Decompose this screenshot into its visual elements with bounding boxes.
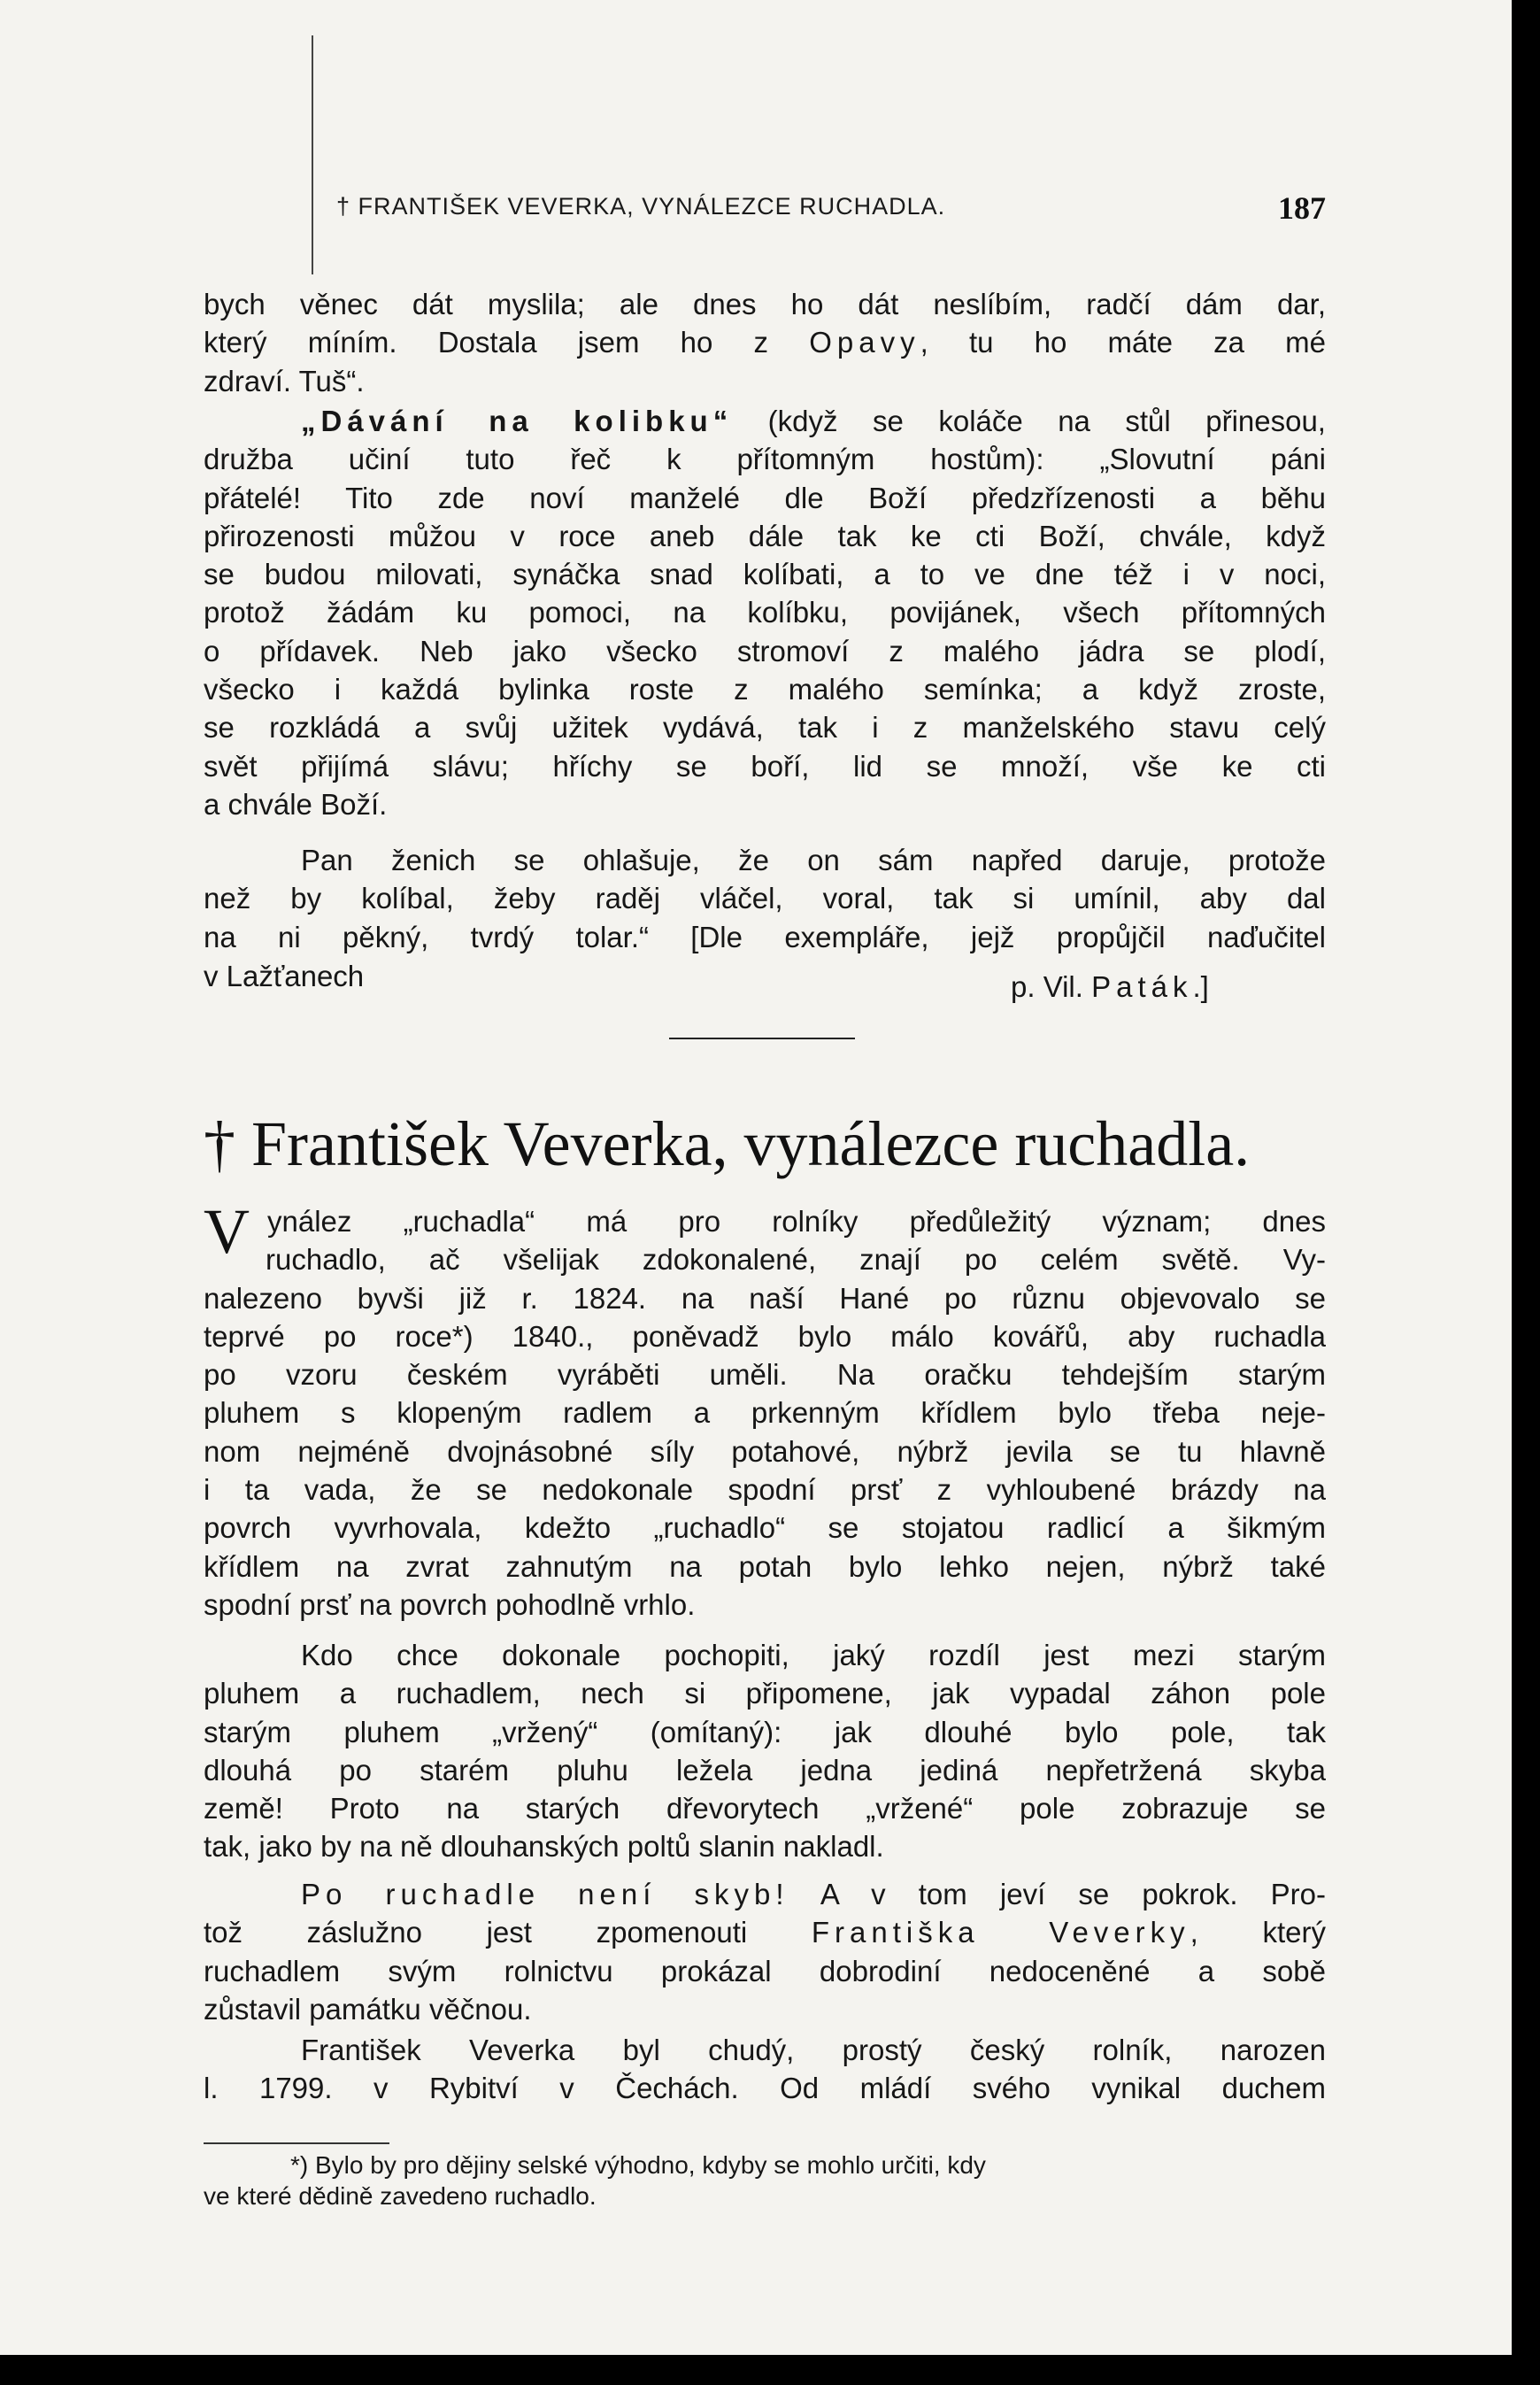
- text-line: všecko i každá bylinka roste z malého semínka; a když zroste,: [204, 673, 1326, 706]
- article-title: † František Veverka, vynálezce ruchadla.: [204, 1108, 1251, 1179]
- person-name-spaced: Františka Veverky: [811, 1916, 1190, 1949]
- article-paragraph-3: [204, 1875, 1326, 2028]
- text-line: povrch vyvrhovala, kdežto „ruchadlo“ se stojatou radlicí a šikmým: [204, 1511, 1326, 1545]
- text-line: se rozkládá a svůj užitek vydává, tak i z manželského stavu celý: [204, 711, 1326, 745]
- text-line: ruchadlem svým rolnictvu prokázal dobrodiní nedoceněné a sobě: [204, 1954, 1326, 1988]
- text-line: [204, 323, 1326, 361]
- drop-capital: V: [204, 1196, 250, 1267]
- text-line: na ni pěkný, tvrdý tolar.“ [Dle exempláře, jejž propůjčil naďučitel: [204, 920, 1326, 953]
- place-name-spaced: Opavy: [809, 326, 920, 359]
- text-line: Pan ženich se ohlašuje, že on sám napřed daruje, protože: [301, 844, 1326, 876]
- text-line: země! Proto na starých dřevorytech „vržené“ pole zobrazuje se: [204, 1792, 1326, 1825]
- attribution-name: Paták: [1091, 970, 1193, 1003]
- text-line: i ta vada, že se nedokonale spodní prsť z vyhloubené brázdy na: [204, 1473, 1326, 1507]
- prev-paragraph-1: [204, 285, 1326, 400]
- text-line: nalezeno byvši již r. 1824. na naší Hané po různu objevovalo se: [204, 1281, 1326, 1315]
- text-run: , tu ho máte za mé: [920, 326, 1326, 359]
- text-line: protož žádám ku pomoci, na kolíbku, povijánek, všech přítomných: [204, 596, 1326, 629]
- text-line: [204, 1913, 1326, 1951]
- text-line: a chvále Boží.: [204, 787, 388, 821]
- text-line: spodní prsť na povrch pohodlně vrhlo.: [204, 1587, 696, 1621]
- text-run: tož záslužno jest zpomenouti: [204, 1916, 748, 1949]
- text-line: teprvé po roce*) 1840., poněvadž bylo málo kovářů, aby ruchadla: [204, 1319, 1326, 1353]
- text-line: bych věnec dát myslila; ale dnes ho dát neslíbím, radčí dám dar,: [204, 288, 1326, 320]
- text-line: svět přijímá slávu; hříchy se boří, lid se množí, vše ke cti: [204, 749, 1326, 783]
- attribution-prefix: p. Vil.: [1011, 970, 1092, 1003]
- text-line: nom nejméně dvojnásobné síly potahové, nýbrž jevila se tu hlavně: [204, 1434, 1326, 1468]
- text-line: křídlem na zvrat zahnutým na potah bylo lehko nejen, nýbrž také: [204, 1549, 1326, 1583]
- place-name: v Lažťanech: [204, 960, 365, 992]
- section-divider: [669, 1038, 855, 1039]
- text-line: pluhem s klopeným radlem a prkenným křídlem bylo třeba neje-: [204, 1396, 1326, 1430]
- text-run: který míním. Dostala jsem ho z: [204, 326, 769, 359]
- text-line: přirozenosti můžou v roce aneb dále tak ke cti Boží, chvále, když: [204, 519, 1326, 552]
- article-paragraph-4: [204, 2031, 1326, 2108]
- footnote-line: ve které dědině zavedeno ruchadlo.: [204, 2182, 597, 2210]
- text-line: zůstavil památku věčnou.: [204, 1992, 532, 2026]
- attribution-suffix: .]: [1192, 970, 1209, 1003]
- text-line: starým pluhem „vržený“ (omítaný): jak dlouhé bylo pole, tak: [204, 1715, 1326, 1748]
- text-line: tak, jako by na ně dlouhanských poltů slanin nakladl.: [204, 1830, 884, 1864]
- text-line: se budou milovati, synáčka snad kolíbati, a to ve dne též i v noci,: [204, 558, 1326, 591]
- prev-paragraph-3: [204, 841, 1326, 956]
- text-line: o přídavek. Neb jako všecko stromoví z malého jádra se plodí,: [204, 634, 1326, 668]
- text-line: ynález „ruchadla“ má pro rolníky předůležitý význam; dnes: [267, 1205, 1326, 1238]
- emphasis-spaced: Po ruchadle není skyb!: [301, 1878, 789, 1910]
- text-line: František Veverka byl chudý, prostý český rolník, narozen: [301, 2034, 1326, 2066]
- text-line: [204, 1875, 1326, 1913]
- text-line: než by kolíbal, žeby raděj vláčel, voral, tak si umínil, aby dal: [204, 882, 1326, 915]
- page-header: [204, 189, 1326, 234]
- page-number: 187: [1278, 190, 1326, 226]
- attribution-line: [204, 960, 1326, 1004]
- text-line: [204, 402, 1326, 440]
- running-head: † FRANTIŠEK VEVERKA, VYNÁLEZCE RUCHADLA.: [336, 193, 946, 220]
- gutter-line: [312, 35, 313, 274]
- text-line: zdraví. Tuš“.: [204, 364, 365, 398]
- text-run: (když se koláče na stůl přinesou,: [733, 405, 1326, 437]
- text-line: družba učiní tuto řeč k přítomným hostům): „Slovutní páni: [204, 443, 1326, 476]
- prev-paragraph-2: [204, 402, 1326, 823]
- text-line: po vzoru českém vyráběti uměli. Na oračku tehdejším starým: [204, 1358, 1326, 1392]
- text-line: Kdo chce dokonale pochopiti, jaký rozdíl jest mezi starým: [301, 1639, 1326, 1671]
- footnote-line: *) Bylo by pro dějiny selské výhodno, kdyby se mohlo určiti, kdy: [290, 2151, 986, 2179]
- attribution: [1011, 970, 1209, 1004]
- text-line: ruchadlo, ač všelijak zdokonalené, znají po celém světě. Vy-: [266, 1243, 1326, 1277]
- text-run: A v tom jeví se pokrok. Pro-: [789, 1878, 1326, 1910]
- footnote-rule: [204, 2142, 389, 2144]
- article-paragraph-1: [204, 1196, 1326, 1624]
- text-line: pluhem a ruchadlem, nech si připomene, jak vypadal záhon pole: [204, 1677, 1326, 1710]
- text-line: dlouhá po starém pluhu ležela jedna jediná nepřetržená skyba: [204, 1753, 1326, 1787]
- footnote: [204, 2150, 1326, 2211]
- text-run: , který: [1190, 1916, 1326, 1949]
- section-heading-inline: „Dávání na kolibku“: [301, 405, 734, 437]
- article-paragraph-2: [204, 1636, 1326, 1866]
- text-line: l. 1799. v Rybitví v Čechách. Od mládí svého vynikal duchem: [204, 2072, 1326, 2105]
- text-line: přátelé! Tito zde noví manželé dle Boží předzřízenosti a běhu: [204, 481, 1326, 514]
